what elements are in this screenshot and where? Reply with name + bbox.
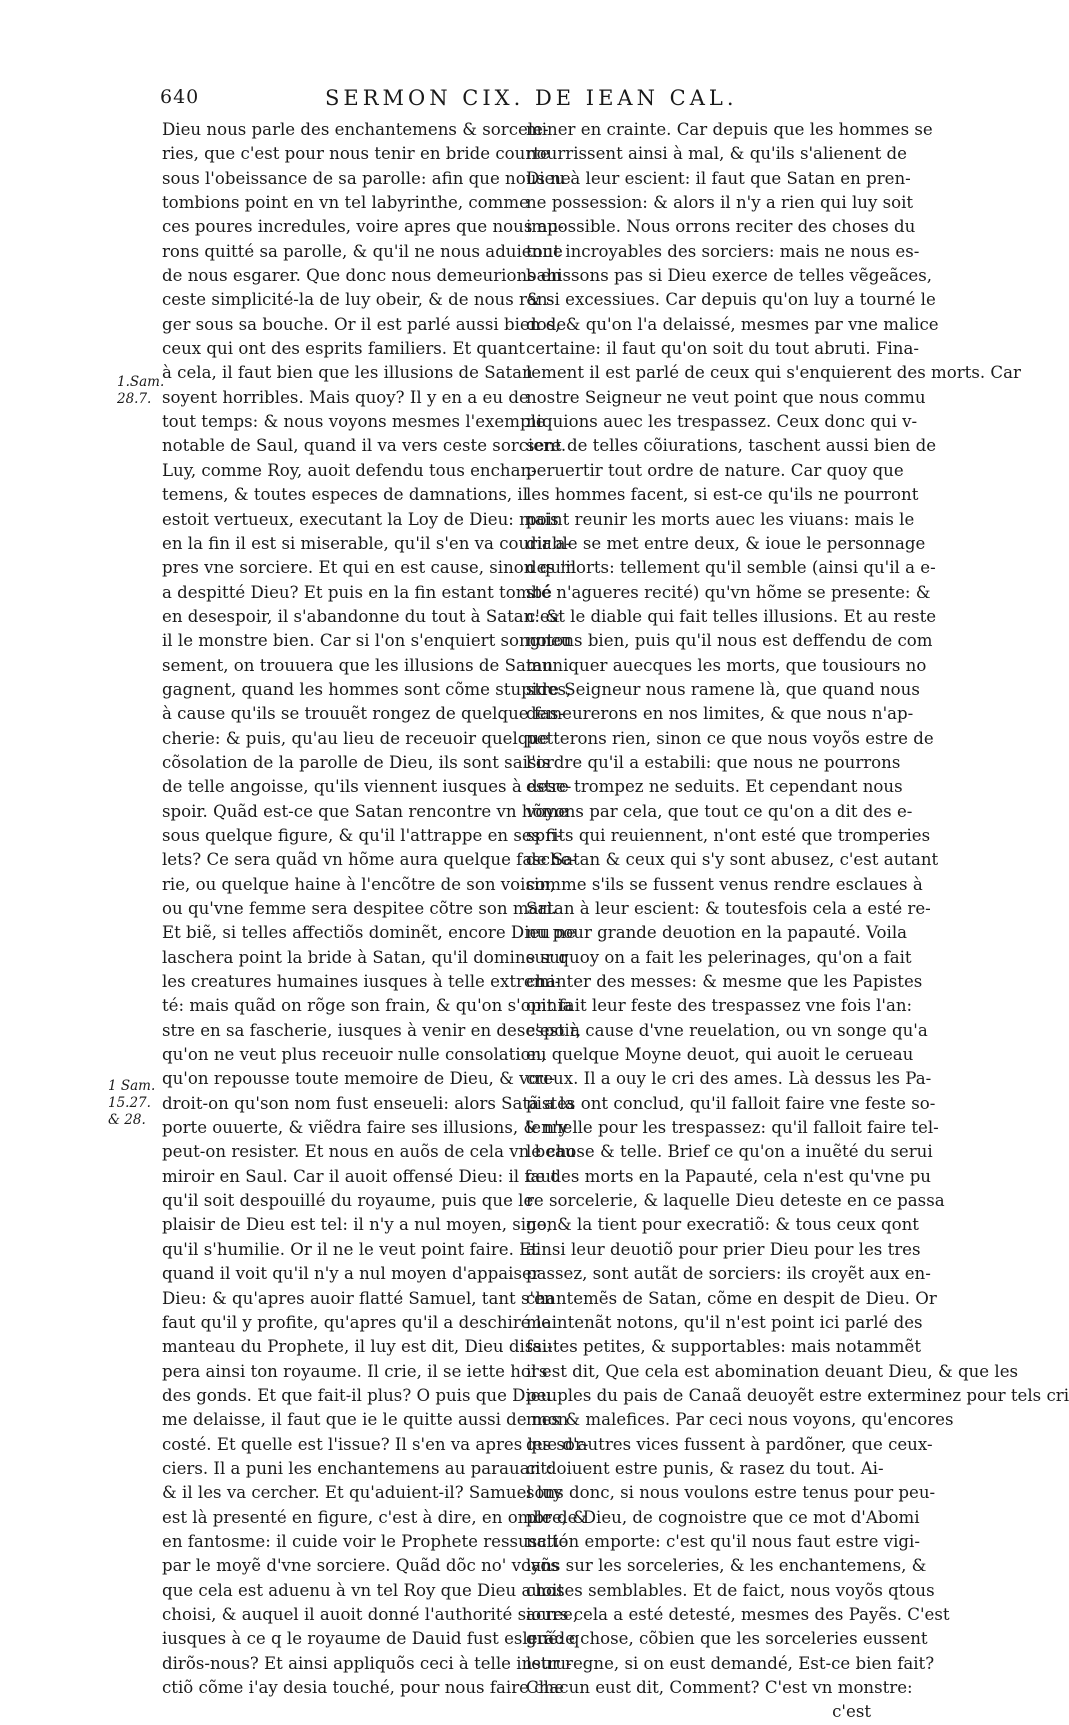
- text-line: qu'il s'humilie. Or il ne le veut point faire. Et: [162, 1239, 538, 1259]
- text-line: notable de Saul, quand il va vers ceste sorciere.: [162, 436, 567, 456]
- text-line: ou qu'vne femme sera despitee cõtre son mari.: [162, 899, 558, 918]
- text-line: droit-on qu'son nom fust enseueli: alors Satã a la: [162, 1093, 575, 1113]
- text-line: ainsi leur deuotiõ pour prier Dieu pour les tres: [526, 1239, 921, 1259]
- text-line: estoit vertueux, executant la Loy de Dieu: mais: [162, 509, 559, 529]
- text-line: c'est le diable qui fait telles illusions. Et au reste: [526, 606, 937, 626]
- text-line: c'est: [832, 1702, 871, 1722]
- text-line: re sorcelerie, & laquelle Dieu deteste en ce passa: [526, 1191, 945, 1211]
- text-line: il le monstre bien. Car si l'on s'enquiert songneu: [162, 631, 572, 651]
- text-line: les hommes facent, si est-ce qu'ils ne pourront: [526, 485, 919, 505]
- text-line: Chacun eust dit, Comment? C'est vn monstre:: [526, 1678, 913, 1697]
- text-line: tout temps: & nous voyons mesmes l'exemple: [162, 412, 546, 432]
- text-line: nation emporte: c'est qu'il nous faut estre vigi-: [526, 1531, 920, 1551]
- text-line: que d'autres vices fussent à pardõner, que ceux-: [526, 1434, 933, 1454]
- text-line: ont fait leur feste des trespassez vne fois l'an:: [526, 996, 913, 1016]
- text-line: nostre Seigneur ne veut point que nous commu: [526, 387, 926, 407]
- text-line: de telle angoisse, qu'ils viennent iusques à dese-: [162, 777, 572, 797]
- text-line: laschera point la bride à Satan, qu'il domine sur: [162, 947, 568, 967]
- text-line: cõsolation de la parolle de Dieu, ils sont saisis: [162, 752, 551, 772]
- text-line: muniquer auecques les morts, que tousiours no: [526, 655, 927, 675]
- text-line: spoir. Quãd est-ce que Satan rencontre vn hõme: [162, 801, 569, 821]
- text-line: lennelle pour les trespassez: qu'il falloit faire tel-: [526, 1118, 939, 1138]
- text-line: faut qu'il y profite, qu'apres qu'il a deschiré le: [162, 1312, 551, 1332]
- margin-note-2: [108, 1078, 155, 1129]
- text-line: sur quoy on a fait les pelerinages, qu'on a fait: [526, 947, 912, 967]
- text-line: sous quelque figure, & qu'il l'attrappe en ses fi-: [162, 825, 563, 845]
- text-line: ce des morts en la Papauté, cela n'est qu'vne pu: [526, 1166, 931, 1186]
- text-line: chanter des messes: & mesme que les Papistes: [526, 972, 923, 992]
- text-line: manteau du Prophete, il luy est dit, Dieu dissi-: [162, 1337, 553, 1357]
- margin-note-line: 15.27.: [108, 1095, 151, 1111]
- text-line: miner en crainte. Car depuis que les hommes se: [526, 120, 933, 139]
- text-line: en la fin il est si miserable, qu'il s'en va courir a-: [162, 533, 572, 553]
- text-line: iusques à ce q le royaume de Dauid fust esleué: q: [162, 1629, 580, 1649]
- text-line: Dieu nous parle des enchantemens & sorcele-: [162, 120, 549, 139]
- text-line: sent de telles cõiurations, taschent aussi bien de: [526, 436, 937, 456]
- text-line: qu'il soit despouillé du royaume, puis que le: [162, 1191, 534, 1211]
- text-line: en fantosme: il cuide voir le Prophete ressuscité: [162, 1531, 569, 1551]
- text-line: iours cela a esté detesté, mesmes des Payẽs. C'est: [526, 1604, 950, 1624]
- margin-note-line: 28.7.: [117, 391, 152, 407]
- text-line: dirõs-nous? Et ainsi appliquõs ceci à telle instru-: [162, 1653, 572, 1673]
- text-line: pistes ont conclud, qu'il falloit faire vne feste so-: [526, 1093, 936, 1113]
- text-line: que cela est aduenu à vn tel Roy que Dieu auoit: [162, 1580, 564, 1600]
- text-line: niquions auec les trespassez. Ceux donc qui v-: [526, 412, 918, 432]
- text-line: pera ainsi ton royaume. Il crie, il se iette hors: [162, 1361, 548, 1381]
- text-line: impossible. Nous orrons reciter des choses du: [526, 217, 916, 237]
- text-line: choses semblables. Et de faict, nous voyõs qtous: [526, 1580, 935, 1600]
- text-line: leur regne, si on eust demandé, Est-ce bien fait?: [526, 1653, 935, 1673]
- text-line: demeurerons en nos limites, & que nous n'ap-: [526, 704, 914, 724]
- text-line: c'est à cause d'vne reuelation, ou vn songe qu'a: [526, 1020, 928, 1040]
- text-line: en desespoir, il s'abandonne du tout à Satan: &: [162, 606, 560, 626]
- text-line: ci doiuent estre punis, & rasez du tout. Ai-: [526, 1458, 884, 1478]
- text-line: de nous esgarer. Que donc nous demeurions en: [162, 266, 562, 286]
- text-line: sté n'agueres recité) qu'vn hõme se presente: &: [526, 582, 931, 602]
- running-title: SERMON CIX. DE IEAN CAL.: [325, 86, 738, 110]
- text-line: soyent horribles. Mais quoy? Il y en a eu de: [162, 387, 529, 407]
- left-text-column: [162, 118, 589, 1700]
- text-line: & si excessiues. Car depuis qu'on luy a tourné le: [526, 290, 936, 310]
- text-line: ciers. Il a puni les enchantemens au parauant:: [162, 1458, 553, 1478]
- text-line: ceux qui ont des esprits familiers. Et quant: [162, 339, 525, 359]
- text-line: té: mais quãd on rõge son frain, & qu'on s'opinia: [162, 996, 573, 1016]
- text-line: cherie: & puis, qu'au lieu de receuoir quelque: [162, 728, 549, 748]
- text-line: point reunir les morts auec les viuans: mais le: [526, 509, 915, 529]
- text-line: grãde chose, cõbien que les sorceleries eussent: [526, 1629, 928, 1649]
- text-line: porte ouuerte, & viẽdra faire ses illusions, & n'y: [162, 1118, 569, 1138]
- margin-note-line: & 28.: [108, 1112, 146, 1128]
- text-line: lets? Ce sera quãd vn hõme aura quelque fasche-: [162, 850, 577, 870]
- text-line: sprits qui reuiennent, n'ont esté que tromperies: [526, 825, 931, 845]
- text-line: peuples du pais de Canaã deuoyẽt estre exterminez pour tels cri: [526, 1385, 1069, 1405]
- text-line: tombions point en vn tel labyrinthe, comme: [162, 193, 529, 213]
- text-line: ge, & la tient pour execratiõ: & tous ceux qont: [526, 1215, 919, 1235]
- text-line: ctiõ cõme i'ay desia touché, pour nous faire che: [162, 1678, 565, 1697]
- margin-note-line: 1.Sam.: [117, 374, 165, 390]
- text-line: l'ordre qu'il a estabili: que nous ne pourrons: [526, 752, 901, 772]
- text-line: nu pour grande deuotion en la papauté. Voila: [526, 923, 908, 943]
- text-line: ceste simplicité-la de luy obeir, & de nous ran-: [162, 290, 554, 310]
- text-line: maintenãt notons, qu'il n'est point ici parlé des: [526, 1312, 923, 1332]
- text-line: peut-on resister. Et nous en auõs de cela vn beau: [162, 1142, 576, 1162]
- text-line: Dieu à leur escient: il faut que Satan en pren-: [526, 168, 911, 188]
- text-line: qu'on ne veut plus receuoir nulle consolation,: [162, 1045, 547, 1065]
- text-line: ries, que c'est pour nous tenir en bride courte: [162, 144, 550, 164]
- text-line: me delaisse, il faut que ie le quitte aussi de mon: [162, 1410, 569, 1430]
- text-line: plaisir de Dieu est tel: il n'y a nul moyen, sinon: [162, 1215, 558, 1235]
- text-line: miroir en Saul. Car il auoit offensé Dieu: il faut: [162, 1166, 558, 1186]
- text-line: ger sous sa bouche. Or il est parlé aussi bien de: [162, 314, 567, 334]
- text-line: de Satan & ceux qui s'y sont abusez, c'est autant: [526, 850, 939, 870]
- text-line: fautes petites, & supportables: mais notammẽt: [526, 1337, 922, 1357]
- page-header: [160, 86, 880, 120]
- text-line: Satan à leur escient: & toutesfois cela a esté re-: [526, 899, 931, 918]
- text-line: des morts: tellement qu'il semble (ainsi qu'il a e-: [526, 558, 936, 578]
- margin-note-1: [117, 374, 164, 408]
- text-line: chantemẽs de Satan, cõme en despit de Dieu. Or: [526, 1288, 937, 1308]
- text-line: a despitté Dieu? Et puis en la fin estant tombé: [162, 582, 552, 602]
- text-line: pres vne sorciere. Et qui en est cause, sinon qu'il: [162, 558, 577, 578]
- text-line: diable se met entre deux, & ioue le personnage: [526, 533, 926, 553]
- text-line: Luy, comme Roy, auoit defendu tous enchan-: [162, 460, 537, 480]
- text-line: est là presenté en figure, c'est à dire, en ombre, &: [162, 1507, 588, 1527]
- text-line: des gonds. Et que fait-il plus? O puis que Dieu: [162, 1385, 552, 1405]
- text-line: sons donc, si nous voulons estre tenus pour peu-: [526, 1483, 936, 1503]
- text-line: mes & malefices. Par ceci nous voyons, qu'encores: [526, 1410, 954, 1430]
- text-line: petterons rien, sinon ce que nous voyõs estre de: [526, 728, 934, 748]
- text-line: bahissons pas si Dieu exerce de telles vẽgeãces,: [526, 266, 932, 286]
- text-line: rons quitté sa parolle, & qu'il ne nous aduienne: [162, 241, 563, 261]
- text-line: ces poures incredules, voire apres que nous au-: [162, 217, 564, 237]
- text-line: nourrissent ainsi à mal, & qu'ils s'alienent de: [526, 144, 907, 164]
- text-line: costé. Et quelle est l'issue? Il s'en va apres les sor-: [162, 1434, 589, 1454]
- text-line: stre Seigneur nous ramene là, que quand nous: [526, 679, 920, 699]
- text-line: lans sur les sorceleries, & les enchantemens, &: [526, 1556, 927, 1576]
- text-line: il est dit, Que cela est abomination deuant Dieu, & que les: [526, 1361, 1019, 1381]
- text-line: dos, & qu'on l'a delaissé, mesmes par vne malice: [526, 314, 939, 334]
- right-text-column: [526, 118, 1069, 1725]
- text-line: les creatures humaines iusques à telle extremi-: [162, 972, 561, 992]
- text-line: quand il voit qu'il n'y a nul moyen d'appaiser: [162, 1264, 540, 1284]
- text-line: rie, ou quelque haine à l'encõtre de son voisin,: [162, 874, 556, 894]
- text-line: temens, & toutes especes de damnations, il: [162, 485, 529, 505]
- text-line: & il les va cercher. Et qu'aduient-il? Samuel luy: [162, 1483, 563, 1503]
- text-line: sement, on trouuera que les illusions de Satan: [162, 655, 554, 675]
- text-line: à cela, il faut bien que les illusions de Satan: [162, 363, 533, 383]
- text-line: ne possession: & alors il n'y a rien qui luy soit: [526, 193, 914, 213]
- text-line: peruertir tout ordre de nature. Car quoy que: [526, 460, 904, 480]
- text-line: sous l'obeissance de sa parolle: afin que nous ne: [162, 168, 571, 188]
- text-line: passez, sont autãt de sorciers: ils croyẽt aux en-: [526, 1264, 931, 1284]
- text-line: eu quelque Moyne deuot, qui auoit le cerueau: [526, 1045, 914, 1065]
- margin-note-line: 1 Sam.: [108, 1078, 156, 1094]
- page-number: 640: [160, 86, 200, 108]
- text-line: tout incroyables des sorciers: mais ne nous es-: [526, 241, 920, 261]
- text-line: estre trompez ne seduits. Et cependant nous: [526, 777, 903, 797]
- text-line: ple de Dieu, de cognoistre que ce mot d'Abomi: [526, 1507, 920, 1527]
- text-line: Et biẽ, si telles affectiõs dominẽt, encore Dieu ne: [162, 923, 576, 943]
- text-line: par le moyẽ d'vne sorciere. Quãd dõc no' voyõs: [162, 1556, 559, 1576]
- text-line: qu'on repousse toute memoire de Dieu, & vou-: [162, 1069, 555, 1089]
- text-line: comme s'ils se fussent venus rendre esclaues à: [526, 874, 923, 894]
- text-line: notons bien, puis qu'il nous est deffendu de com: [526, 631, 933, 651]
- text-line: certaine: il faut qu'on soit du tout abruti. Fina-: [526, 339, 919, 359]
- text-line: lement il est parlé de ceux qui s'enquierent des morts. Car: [526, 363, 1021, 383]
- text-line: gagnent, quand les hommes sont cõme stupides,: [162, 679, 572, 699]
- text-line: voyons par cela, que tout ce qu'on a dit des e-: [526, 801, 913, 821]
- text-line: à cause qu'ils se trouuẽt rongez de quelque fas-: [162, 704, 565, 724]
- text-line: stre en sa fascherie, iusques à venir en desespoir,: [162, 1020, 582, 1040]
- text-line: choisi, & auquel il auoit donné l'authorité sacree,: [162, 1604, 579, 1624]
- text-line: le chose & telle. Brief ce qu'on a inuẽté du serui: [526, 1142, 933, 1162]
- text-line: creux. Il a ouy le cri des ames. Là dessus les Pa-: [526, 1069, 932, 1089]
- text-line: Dieu: & qu'apres auoir flatté Samuel, tant s'en: [162, 1288, 555, 1308]
